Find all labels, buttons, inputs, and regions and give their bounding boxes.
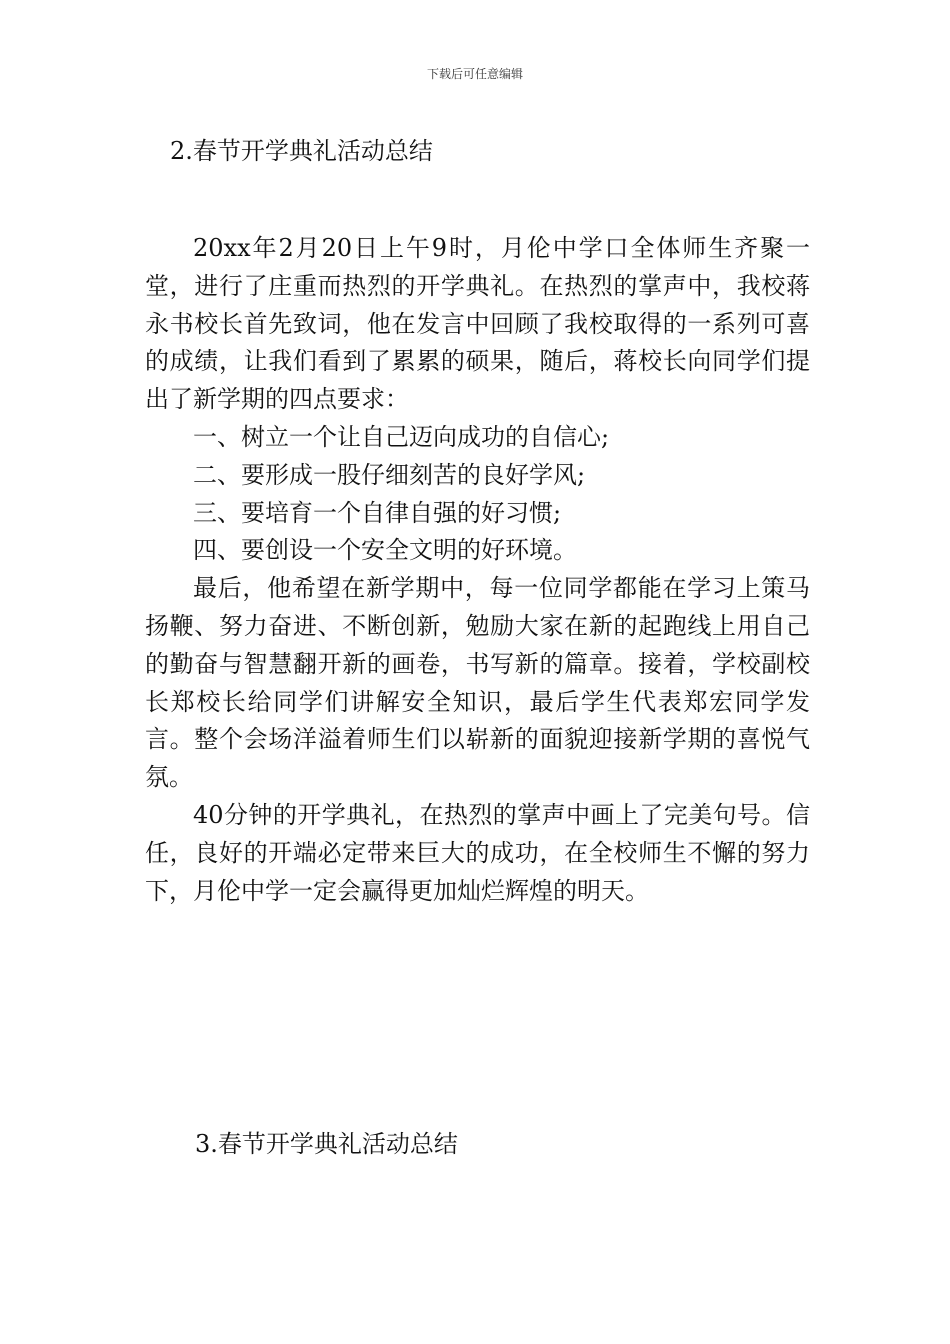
body-text xyxy=(145,230,810,910)
paragraph-requirement-4: 四、要创设一个安全文明的好环境。 xyxy=(193,536,577,565)
paragraph-intro: 20xx年2月20日上午9时，月伦中学口全体师生齐聚一堂，进行了庄重而热烈的开学典礼。在热烈的掌声中，我校蒋永书校长首先致词，他在发言中回顾了我校取得的一系列可喜的成绩，让我们看到了累累的硕果，随后，蒋校长向同学们提出了新学期的四点要求： xyxy=(145,234,810,414)
paragraph-requirement-2: 二、要形成一股仔细刻苦的良好学风; xyxy=(193,460,586,489)
header-note: 下载后可任意编辑 xyxy=(426,67,523,81)
paragraph-closing-speech: 最后，他希望在新学期中，每一位同学都能在学习上策马扬鞭、努力奋进、不断创新，勉励大家在新的起跑线上用自己的勤奋与智慧翻开新的画卷，书写新的篇章。接着，学校副校长郑校长给同学们讲解安全知识，最后学生代表郑宏同学发言。整个会场洋溢着师生们以崭新的面貌迎接新学期的喜悦气氛。 xyxy=(145,574,810,792)
paragraph-conclusion: 40分钟的开学典礼，在热烈的掌声中画上了完美句号。信任，良好的开端必定带来巨大的成功，在全校师生不懈的努力下，月伦中学一定会赢得更加灿烂辉煌的明天。 xyxy=(145,800,810,905)
paragraph-requirement-1: 一、树立一个让自己迈向成功的自信心; xyxy=(193,422,610,451)
paragraph-requirement-3: 三、要培育一个自律自强的好习惯; xyxy=(193,498,562,527)
section-2-title: 2.春节开学典礼活动总结 xyxy=(170,137,433,165)
section-3-title: 3.春节开学典礼活动总结 xyxy=(195,1130,458,1158)
